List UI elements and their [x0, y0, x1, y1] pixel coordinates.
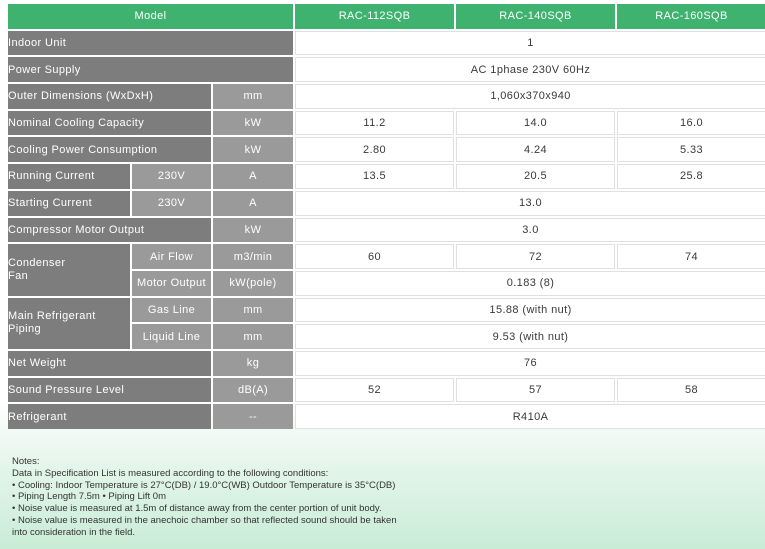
dimensions-unit: mm [213, 84, 293, 109]
indoor-unit-row [8, 31, 765, 56]
dimensions-row [8, 84, 765, 109]
cooling-capacity-row [8, 111, 765, 136]
net-weight-value: 76 [295, 351, 765, 376]
condenser-fan-label [8, 244, 130, 295]
notes-title: Notes: [12, 456, 40, 467]
condenser-label-line1: Condenser [8, 256, 66, 269]
notes-section [12, 456, 752, 539]
dimensions-label: Outer Dimensions (WxDxH) [8, 84, 211, 109]
sound-pressure-unit: dB(A) [213, 378, 293, 403]
power-consumption-unit: kW [213, 137, 293, 162]
piping-label-line2: Piping [8, 323, 41, 336]
cooling-capacity-value: 16.0 [617, 111, 765, 136]
air-flow-value: 74 [617, 244, 765, 269]
air-flow-row [8, 244, 765, 269]
air-flow-value: 60 [295, 244, 454, 269]
starting-current-value: 13.0 [295, 191, 765, 216]
indoor-unit-value: 1 [295, 31, 765, 56]
power-consumption-label: Cooling Power Consumption [8, 137, 211, 162]
running-current-row [8, 164, 765, 189]
sound-pressure-value: 58 [617, 378, 765, 403]
gas-line-label: Gas Line [132, 298, 211, 323]
air-flow-unit: m3/min [213, 244, 293, 269]
air-flow-label: Air Flow [132, 244, 211, 269]
liquid-line-value: 9.53 (with nut) [295, 324, 765, 349]
refrigerant-value: R410A [295, 404, 765, 429]
gas-line-row [8, 298, 765, 323]
notes-line: • Noise value is measured in the anechoic chamber so that reflected sound should be taken [12, 514, 397, 526]
compressor-row [8, 218, 765, 243]
model-2-header: RAC-140SQB [456, 4, 615, 29]
power-supply-value: AC 1phase 230V 60Hz [295, 57, 765, 82]
starting-current-label: Starting Current [8, 191, 130, 216]
liquid-line-unit: mm [213, 324, 293, 349]
notes-line: into consideration in the field. [12, 526, 136, 538]
running-current-value: 25.8 [617, 164, 765, 189]
gas-line-value: 15.88 (with nut) [295, 298, 765, 323]
power-consumption-value: 2.80 [295, 137, 454, 162]
refrigerant-label: Refrigerant [8, 404, 211, 429]
motor-output-unit: kW(pole) [213, 271, 293, 296]
running-current-value: 13.5 [295, 164, 454, 189]
sound-pressure-value: 52 [295, 378, 454, 403]
notes-line: • Cooling: Indoor Temperature is 27°C(DB) / 19.0°C(WB) Outdoor Temperature is 35°C(DB) [12, 479, 396, 491]
refrigerant-row [8, 404, 765, 429]
net-weight-label: Net Weight [8, 351, 211, 376]
starting-current-voltage: 230V [132, 191, 211, 216]
power-consumption-value: 4.24 [456, 137, 615, 162]
model-1-header: RAC-112SQB [295, 4, 454, 29]
refrigerant-unit: -- [213, 404, 293, 429]
piping-label-line1: Main Refrigerant [8, 310, 96, 323]
refrigerant-piping-label [8, 298, 130, 349]
power-consumption-row [8, 137, 765, 162]
running-current-voltage: 230V [132, 164, 211, 189]
cooling-capacity-value: 11.2 [295, 111, 454, 136]
condenser-label-line2: Fan [8, 269, 29, 282]
running-current-unit: A [213, 164, 293, 189]
compressor-value: 3.0 [295, 218, 765, 243]
running-current-label: Running Current [8, 164, 130, 189]
notes-line: • Noise value is measured at 1.5m of distance away from the center portion of unit body. [12, 503, 382, 515]
header-row [8, 4, 765, 29]
compressor-label: Compressor Motor Output [8, 218, 211, 243]
net-weight-unit: kg [213, 351, 293, 376]
liquid-line-label: Liquid Line [132, 324, 211, 349]
sound-pressure-label: Sound Pressure Level [8, 378, 211, 403]
air-flow-value: 72 [456, 244, 615, 269]
starting-current-unit: A [213, 191, 293, 216]
power-supply-label: Power Supply [8, 57, 293, 82]
sound-pressure-value: 57 [456, 378, 615, 403]
running-current-value: 20.5 [456, 164, 615, 189]
sound-pressure-row [8, 378, 765, 403]
indoor-unit-label: Indoor Unit [8, 31, 293, 56]
cooling-capacity-unit: kW [213, 111, 293, 136]
gas-line-unit: mm [213, 298, 293, 323]
compressor-unit: kW [213, 218, 293, 243]
motor-output-value: 0.183 (8) [295, 271, 765, 296]
motor-output-label: Motor Output [132, 271, 211, 296]
model-3-header: RAC-160SQB [617, 4, 765, 29]
power-supply-row [8, 57, 765, 82]
cooling-capacity-label: Nominal Cooling Capacity [8, 111, 211, 136]
notes-line: • Piping Length 7.5m • Piping Lift 0m [12, 491, 166, 503]
spec-table [6, 2, 765, 431]
net-weight-row [8, 351, 765, 376]
dimensions-value: 1,060x370x940 [295, 84, 765, 109]
model-header: Model [8, 4, 293, 29]
starting-current-row [8, 191, 765, 216]
power-consumption-value: 5.33 [617, 137, 765, 162]
cooling-capacity-value: 14.0 [456, 111, 615, 136]
notes-line: Data in Specification List is measured according to the following conditions: [12, 467, 329, 479]
